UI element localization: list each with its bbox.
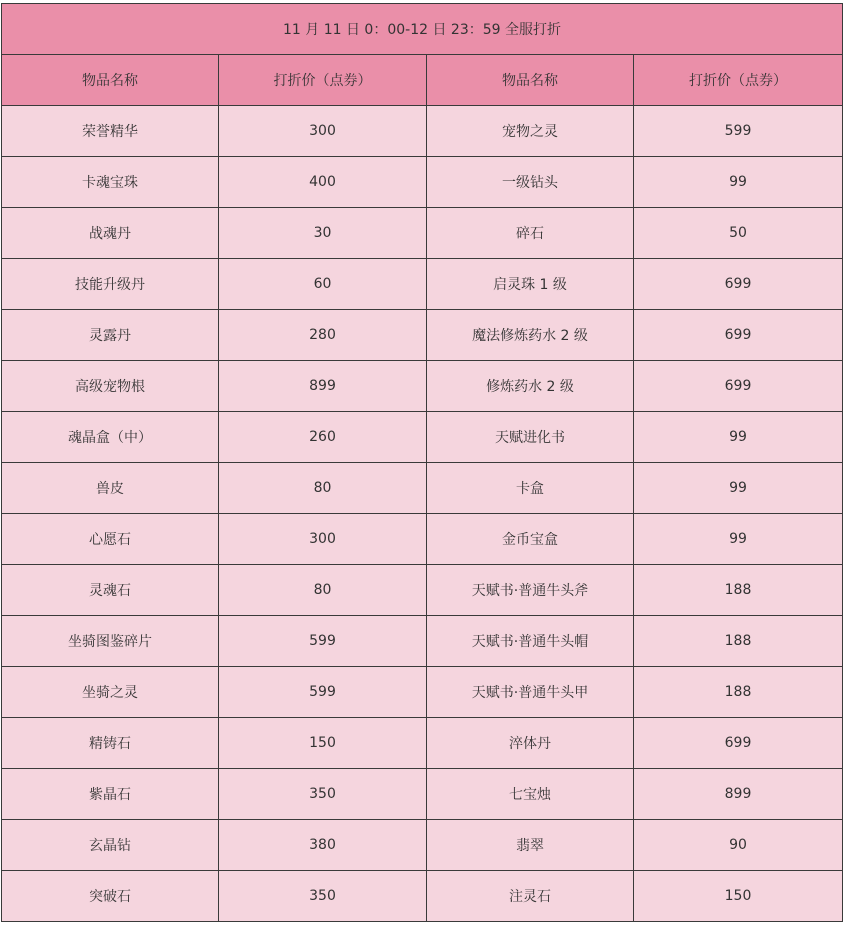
item-name-right: 淬体丹 bbox=[427, 718, 634, 769]
price-right: 188 bbox=[634, 616, 843, 667]
price-right: 188 bbox=[634, 667, 843, 718]
price-right: 99 bbox=[634, 463, 843, 514]
item-name-right: 魔法修炼药水 2 级 bbox=[427, 310, 634, 361]
table-row bbox=[2, 769, 843, 820]
item-name-left: 突破石 bbox=[2, 871, 219, 922]
item-name-left: 紫晶石 bbox=[2, 769, 219, 820]
item-name-right: 注灵石 bbox=[427, 871, 634, 922]
price-left: 350 bbox=[219, 871, 427, 922]
table-row bbox=[2, 616, 843, 667]
price-left: 280 bbox=[219, 310, 427, 361]
item-name-right: 启灵珠 1 级 bbox=[427, 259, 634, 310]
header-price-right: 打折价（点券） bbox=[634, 55, 843, 106]
item-name-left: 玄晶钻 bbox=[2, 820, 219, 871]
title-row bbox=[2, 4, 843, 55]
price-right: 99 bbox=[634, 157, 843, 208]
item-name-left: 战魂丹 bbox=[2, 208, 219, 259]
table-row bbox=[2, 718, 843, 769]
price-left: 30 bbox=[219, 208, 427, 259]
price-right: 699 bbox=[634, 361, 843, 412]
price-right: 899 bbox=[634, 769, 843, 820]
item-name-left: 灵露丹 bbox=[2, 310, 219, 361]
item-name-left: 魂晶盒（中） bbox=[2, 412, 219, 463]
table-row bbox=[2, 565, 843, 616]
item-name-left: 精铸石 bbox=[2, 718, 219, 769]
header-row bbox=[2, 55, 843, 106]
item-name-right: 金币宝盒 bbox=[427, 514, 634, 565]
table-row bbox=[2, 514, 843, 565]
item-name-right: 天赋书·普通牛头斧 bbox=[427, 565, 634, 616]
header-item-name-left: 物品名称 bbox=[2, 55, 219, 106]
price-right: 699 bbox=[634, 718, 843, 769]
item-name-right: 卡盒 bbox=[427, 463, 634, 514]
price-left: 599 bbox=[219, 667, 427, 718]
table-row bbox=[2, 463, 843, 514]
item-name-left: 坐骑图鉴碎片 bbox=[2, 616, 219, 667]
item-name-right: 修炼药水 2 级 bbox=[427, 361, 634, 412]
table-row bbox=[2, 259, 843, 310]
price-right: 50 bbox=[634, 208, 843, 259]
table-row bbox=[2, 310, 843, 361]
table-row bbox=[2, 871, 843, 922]
price-right: 99 bbox=[634, 412, 843, 463]
price-right: 699 bbox=[634, 259, 843, 310]
price-left: 400 bbox=[219, 157, 427, 208]
table-title: 11 月 11 日 0：00-12 日 23：59 全服打折 bbox=[2, 4, 843, 55]
price-right: 188 bbox=[634, 565, 843, 616]
item-name-right: 天赋进化书 bbox=[427, 412, 634, 463]
header-item-name-right: 物品名称 bbox=[427, 55, 634, 106]
item-name-left: 卡魂宝珠 bbox=[2, 157, 219, 208]
price-left: 260 bbox=[219, 412, 427, 463]
table-row bbox=[2, 157, 843, 208]
price-left: 350 bbox=[219, 769, 427, 820]
item-name-left: 高级宠物根 bbox=[2, 361, 219, 412]
item-name-left: 技能升级丹 bbox=[2, 259, 219, 310]
item-name-right: 天赋书·普通牛头甲 bbox=[427, 667, 634, 718]
item-name-right: 宠物之灵 bbox=[427, 106, 634, 157]
item-name-right: 翡翠 bbox=[427, 820, 634, 871]
header-price-left: 打折价（点券） bbox=[219, 55, 427, 106]
item-name-left: 兽皮 bbox=[2, 463, 219, 514]
table-row bbox=[2, 361, 843, 412]
price-left: 80 bbox=[219, 565, 427, 616]
price-right: 99 bbox=[634, 514, 843, 565]
table-row bbox=[2, 106, 843, 157]
item-name-left: 荣誉精华 bbox=[2, 106, 219, 157]
table-row bbox=[2, 667, 843, 718]
item-name-right: 一级钻头 bbox=[427, 157, 634, 208]
price-right: 599 bbox=[634, 106, 843, 157]
price-left: 80 bbox=[219, 463, 427, 514]
item-name-right: 天赋书·普通牛头帽 bbox=[427, 616, 634, 667]
price-left: 300 bbox=[219, 106, 427, 157]
table-row bbox=[2, 208, 843, 259]
price-left: 599 bbox=[219, 616, 427, 667]
price-left: 300 bbox=[219, 514, 427, 565]
price-left: 899 bbox=[219, 361, 427, 412]
price-left: 60 bbox=[219, 259, 427, 310]
item-name-right: 碎石 bbox=[427, 208, 634, 259]
table-row bbox=[2, 412, 843, 463]
price-left: 150 bbox=[219, 718, 427, 769]
table-row bbox=[2, 820, 843, 871]
discount-table bbox=[1, 3, 843, 922]
price-right: 699 bbox=[634, 310, 843, 361]
price-right: 150 bbox=[634, 871, 843, 922]
item-name-left: 坐骑之灵 bbox=[2, 667, 219, 718]
price-left: 380 bbox=[219, 820, 427, 871]
item-name-right: 七宝烛 bbox=[427, 769, 634, 820]
item-name-left: 灵魂石 bbox=[2, 565, 219, 616]
item-name-left: 心愿石 bbox=[2, 514, 219, 565]
price-right: 90 bbox=[634, 820, 843, 871]
